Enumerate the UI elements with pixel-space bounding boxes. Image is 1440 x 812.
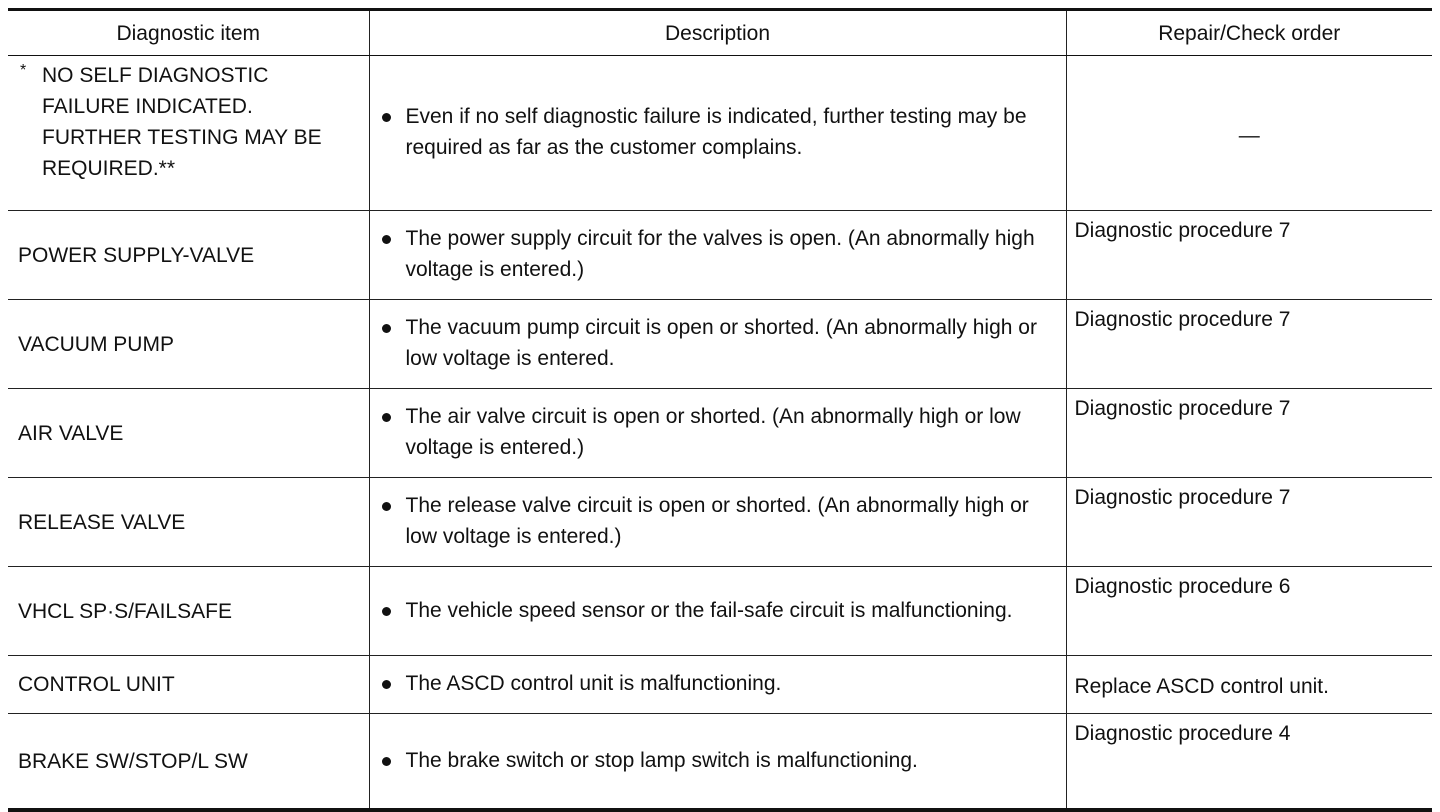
- table-row: [8, 389, 1432, 478]
- diagnostic-item-cell: [8, 56, 369, 211]
- diagnostic-item-cell: RELEASE VALVE: [8, 478, 369, 567]
- description-cell: [369, 714, 1066, 811]
- header-repair-check-order: Repair/Check order: [1066, 10, 1432, 56]
- repair-cell: [1066, 56, 1432, 211]
- bullet-icon: [380, 745, 406, 766]
- table-row: [8, 56, 1432, 211]
- table-row: [8, 656, 1432, 714]
- table-header: [8, 10, 1432, 56]
- diagnostic-item-text: [42, 60, 322, 184]
- description-cell: [369, 567, 1066, 656]
- description-text: The ASCD control unit is malfunctioning.: [405, 672, 782, 695]
- table-row: [8, 300, 1432, 389]
- table-row: [8, 211, 1432, 300]
- footnote-star: *: [20, 62, 27, 79]
- table-body: [8, 56, 1432, 811]
- description-cell: [369, 389, 1066, 478]
- description-text: The power supply circuit for the valves is open. (An abnormally high voltage is entered.): [405, 227, 1035, 281]
- description-cell: [369, 656, 1066, 714]
- item-line: NO SELF DIAGNOSTIC: [42, 64, 269, 87]
- diagnostic-item-cell: VHCL SP·S/FAILSAFE: [8, 567, 369, 656]
- description-text: The brake switch or stop lamp switch is malfunctioning.: [405, 748, 918, 772]
- diagnostic-item-cell: AIR VALVE: [8, 389, 369, 478]
- table-row: [8, 478, 1432, 567]
- bullet-icon: [380, 223, 406, 244]
- item-line: FAILURE INDICATED.: [42, 95, 253, 118]
- header-row: [8, 10, 1432, 56]
- description-text: The release valve circuit is open or shorted. (An abnormally high or low voltage is entered.): [405, 494, 1029, 548]
- repair-cell: Diagnostic procedure 7: [1066, 478, 1432, 567]
- repair-cell: Diagnostic procedure 4: [1066, 714, 1432, 811]
- header-diagnostic-item: Diagnostic item: [8, 10, 369, 56]
- description-text: The vehicle speed sensor or the fail-safe circuit is malfunctioning.: [405, 598, 1013, 622]
- bullet-icon: [380, 312, 406, 333]
- bullet-icon: [380, 490, 406, 511]
- bullet-icon: [380, 595, 406, 616]
- header-description: Description: [369, 10, 1066, 56]
- item-line: FURTHER TESTING MAY BE: [42, 126, 322, 149]
- repair-cell: Diagnostic procedure 7: [1066, 211, 1432, 300]
- bullet-icon: [380, 401, 406, 422]
- repair-cell: Diagnostic procedure 6: [1066, 567, 1432, 656]
- description-cell: [369, 300, 1066, 389]
- repair-cell: Diagnostic procedure 7: [1066, 389, 1432, 478]
- description-text: Even if no self diagnostic failure is indicated, further testing may be required as far as the customer complains.: [405, 105, 1027, 159]
- description-cell: [369, 56, 1066, 211]
- description-cell: [369, 478, 1066, 567]
- table-row: [8, 714, 1432, 811]
- diagnostic-item-cell: BRAKE SW/STOP/L SW: [8, 714, 369, 811]
- diagnostic-item-cell: VACUUM PUMP: [8, 300, 369, 389]
- description-cell: [369, 211, 1066, 300]
- description-text: The air valve circuit is open or shorted. (An abnormally high or low voltage is entered.): [405, 405, 1021, 459]
- diagnostic-table: [8, 8, 1432, 812]
- repair-cell: Replace ASCD control unit.: [1066, 656, 1432, 714]
- table-row: [8, 567, 1432, 656]
- diagnostic-item-cell: POWER SUPPLY-VALVE: [8, 211, 369, 300]
- description-text: The vacuum pump circuit is open or shorted. (An abnormally high or low voltage is entered.: [405, 316, 1037, 370]
- bullet-icon: [380, 668, 406, 689]
- repair-cell: Diagnostic procedure 7: [1066, 300, 1432, 389]
- item-line: REQUIRED.**: [42, 157, 176, 180]
- bullet-icon: [380, 101, 406, 122]
- diagnostic-item-cell: CONTROL UNIT: [8, 656, 369, 714]
- repair-text: —: [1238, 123, 1260, 147]
